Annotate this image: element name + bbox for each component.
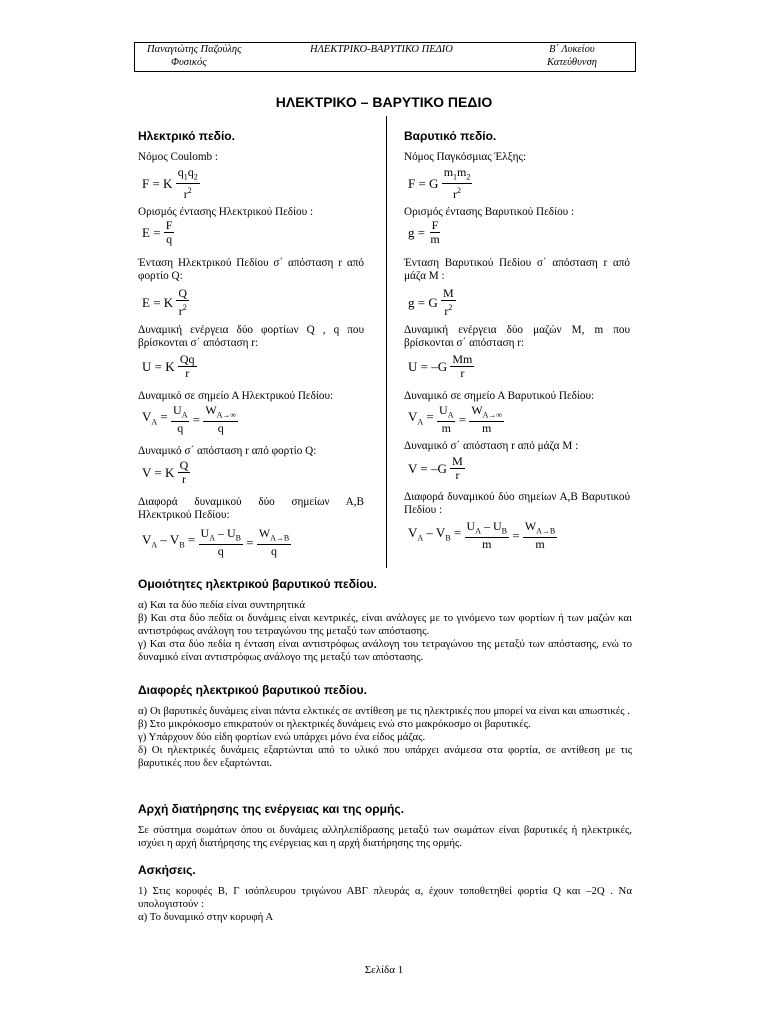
similarities-heading: Ομοιότητες ηλεκτρικού βαρυτικού πεδίου. (138, 577, 377, 591)
differences-heading: Διαφορές ηλεκτρικού βαρυτικού πεδίου. (138, 683, 367, 697)
differences-section (138, 684, 632, 770)
formula-g-def: g = $\frac{F}{m}$ (408, 218, 440, 246)
conservation-section (138, 803, 632, 850)
formula-grav-energy: U = –G $\frac{Mm}{r}$ (408, 352, 473, 380)
electric-text-3: Ένταση Ηλεκτρικού Πεδίου σ΄ απόσταση r από φορτίο Q: (138, 257, 364, 282)
gravity-text-7: Διαφορά δυναμικού δύο σημείων Α,Β Βαρυτικού Πεδίου : (404, 491, 630, 516)
header-role: Φυσικός (171, 57, 207, 68)
formula-newton: F = G $\frac{m_1m_2}{r^2}$ (408, 165, 471, 202)
electric-text-1: Νόμος Coulomb : (138, 151, 219, 163)
formula-potential-point: V = K $\frac{Q}{r}$ (142, 458, 189, 486)
formula-grav-potential-point: V = –G $\frac{M}{r}$ (408, 454, 463, 482)
difference-item: β) Στο μικρόκοσμο επικρατούν οι ηλεκτρικές δυνάμεις ενώ στο μακρόκοσμο οι βαρυτικές. (138, 718, 531, 730)
difference-item: γ) Υπάρχουν δύο είδη φορτίων ενώ υπάρχει μόνο ένα είδος μάζας. (138, 731, 426, 743)
page-number: Σελίδα 1 (364, 964, 404, 976)
formula-field-point: E = K $\frac{Q}{r^2}$ (142, 286, 188, 318)
gravity-text-1: Νόμος Παγκόσμιας Έλξης: (404, 151, 527, 163)
electric-text-4: Δυναμική ενέργεια δύο φορτίων Q , q που βρίσκονται σ΄ απόσταση r: (138, 324, 364, 349)
exercise-item-a: α) Το δυναμικό στην κορυφή Α (138, 911, 274, 923)
electric-text-2: Ορισμός έντασης Ηλεκτρικού Πεδίου : (138, 206, 314, 218)
gravity-text-4: Δυναμική ενέργεια δύο μαζών Μ, m που βρίσκονται σ΄ απόσταση r: (404, 324, 630, 349)
exercises-section (138, 864, 632, 924)
page-header (134, 42, 636, 72)
electric-text-7: Διαφορά δυναμικού δύο σημείων Α,Β Ηλεκτρικού Πεδίου: (138, 496, 364, 521)
page-title: ΗΛΕΚΤΡΙΚΟ – ΒΑΡΥΤΙΚΟ ΠΕΔΙΟ (275, 94, 493, 110)
conservation-heading: Αρχή διατήρησης της ενέργειας και της ορμής. (138, 802, 404, 816)
gravity-text-5: Δυναμικό σε σημείο Α Βαρυτικού Πεδίου: (404, 390, 595, 402)
formula-potential-def: $V_A$ = $\frac{U_A}{q}$ = $\frac{W_{A\to\infty}}{q}$ (142, 403, 237, 436)
exercise-text: 1) Στις κορυφές Β, Γ ισόπλευρου τριγώνου ΑΒΓ πλευράς α, έχουν τοποθετηθεί φορτία Q και –2Q . Να υπολογιστούν : (138, 885, 632, 910)
formula-coulomb: F = K $\frac{q_1q_2}{r^2}$ (142, 165, 198, 202)
formula-grav-potential-def: $V_A$ = $\frac{U_A}{m}$ = $\frac{W_{A\to\infty}}{m}$ (408, 403, 503, 436)
header-track: Κατεύθυνση (547, 57, 597, 68)
formula-grav-potential-diff: $V_A - V_B$ = $\frac{U_A - U_B}{m}$ = $\frac{W_{A\to B}}{m}$ (408, 519, 556, 552)
column-divider (386, 116, 387, 568)
similarity-item: γ) Και στα δύο πεδία η ένταση είναι αντιστρόφως ανάλογη του τετραγώνου της μεταξύ των απόστασης, ενώ το δυναμικό είναι αντιστρόφως ανάλογο της μεταξύ των απόστασης. (138, 638, 632, 663)
header-subject: ΗΛΕΚΤΡΙΚΟ-ΒΑΡΥΤΙΚΟ ΠΕΔΙΟ (310, 44, 453, 55)
formula-g-point: g = G $\frac{M}{r^2}$ (408, 286, 454, 318)
electric-heading: Ηλεκτρικό πεδίο. (138, 129, 235, 143)
gravity-text-6: Δυναμικό σ΄ απόσταση r από μάζα Μ : (404, 440, 579, 452)
electric-text-5: Δυναμικό σε σημείο Α Ηλεκτρικού Πεδίου: (138, 390, 334, 402)
similarity-item: α) Και τα δύο πεδία είναι συντηρητικά (138, 599, 306, 611)
similarities-section (138, 578, 632, 664)
exercises-heading: Ασκήσεις. (138, 863, 196, 877)
formula-field-def: E = $\frac{F}{q}$ (142, 218, 173, 246)
difference-item: α) Οι βαρυτικές δυνάμεις είναι πάντα ελκτικές σε αντίθεση με τις ηλεκτρικές που μπορεί να είναι και απωστικές . (138, 705, 630, 717)
formula-potential-diff: $V_A - V_B$ = $\frac{U_A - U_B}{q}$ = $\frac{W_{A\to B}}{q}$ (142, 526, 290, 559)
similarity-item: β) Και στα δύο πεδία οι δυνάμεις είναι κεντρικές, είναι ανάλογες με το γινόμενο των φορτίων ή των μαζών και αντιστρόφως ανάλογη του τετραγώνου της μεταξύ των απόστασης. (138, 612, 632, 637)
conservation-text: Σε σύστημα σωμάτων όπου οι δυνάμεις αλληλεπίδρασης μεταξύ των σωμάτων είναι βαρυτικές ή ηλεκτρικές, ισχύει η αρχή διατήρησης της ενέργειας και η αρχή διατήρησης της ορμής. (138, 824, 632, 849)
formula-potential-energy: U = K $\frac{Qq}{r}$ (142, 352, 195, 380)
difference-item: δ) Οι ηλεκτρικές δυνάμεις εξαρτώνται από το υλικό που υπάρχει ανάμεσα στα φορτία, σε αντίθεση με τις βαρυτικές που δεν εξαρτώνται. (138, 744, 632, 769)
electric-text-6: Δυναμικό σ΄ απόσταση r από φορτίο Q: (138, 445, 317, 457)
header-grade: Β΄ Λυκείου (549, 44, 595, 55)
gravity-heading: Βαρυτικό πεδίο. (404, 129, 497, 143)
gravity-text-2: Ορισμός έντασης Βαρυτικού Πεδίου : (404, 206, 575, 218)
gravity-text-3: Ένταση Βαρυτικού Πεδίου σ΄ απόσταση r από μάζα Μ : (404, 257, 630, 282)
header-author: Παναγιώτης Παζούλης (147, 44, 242, 55)
